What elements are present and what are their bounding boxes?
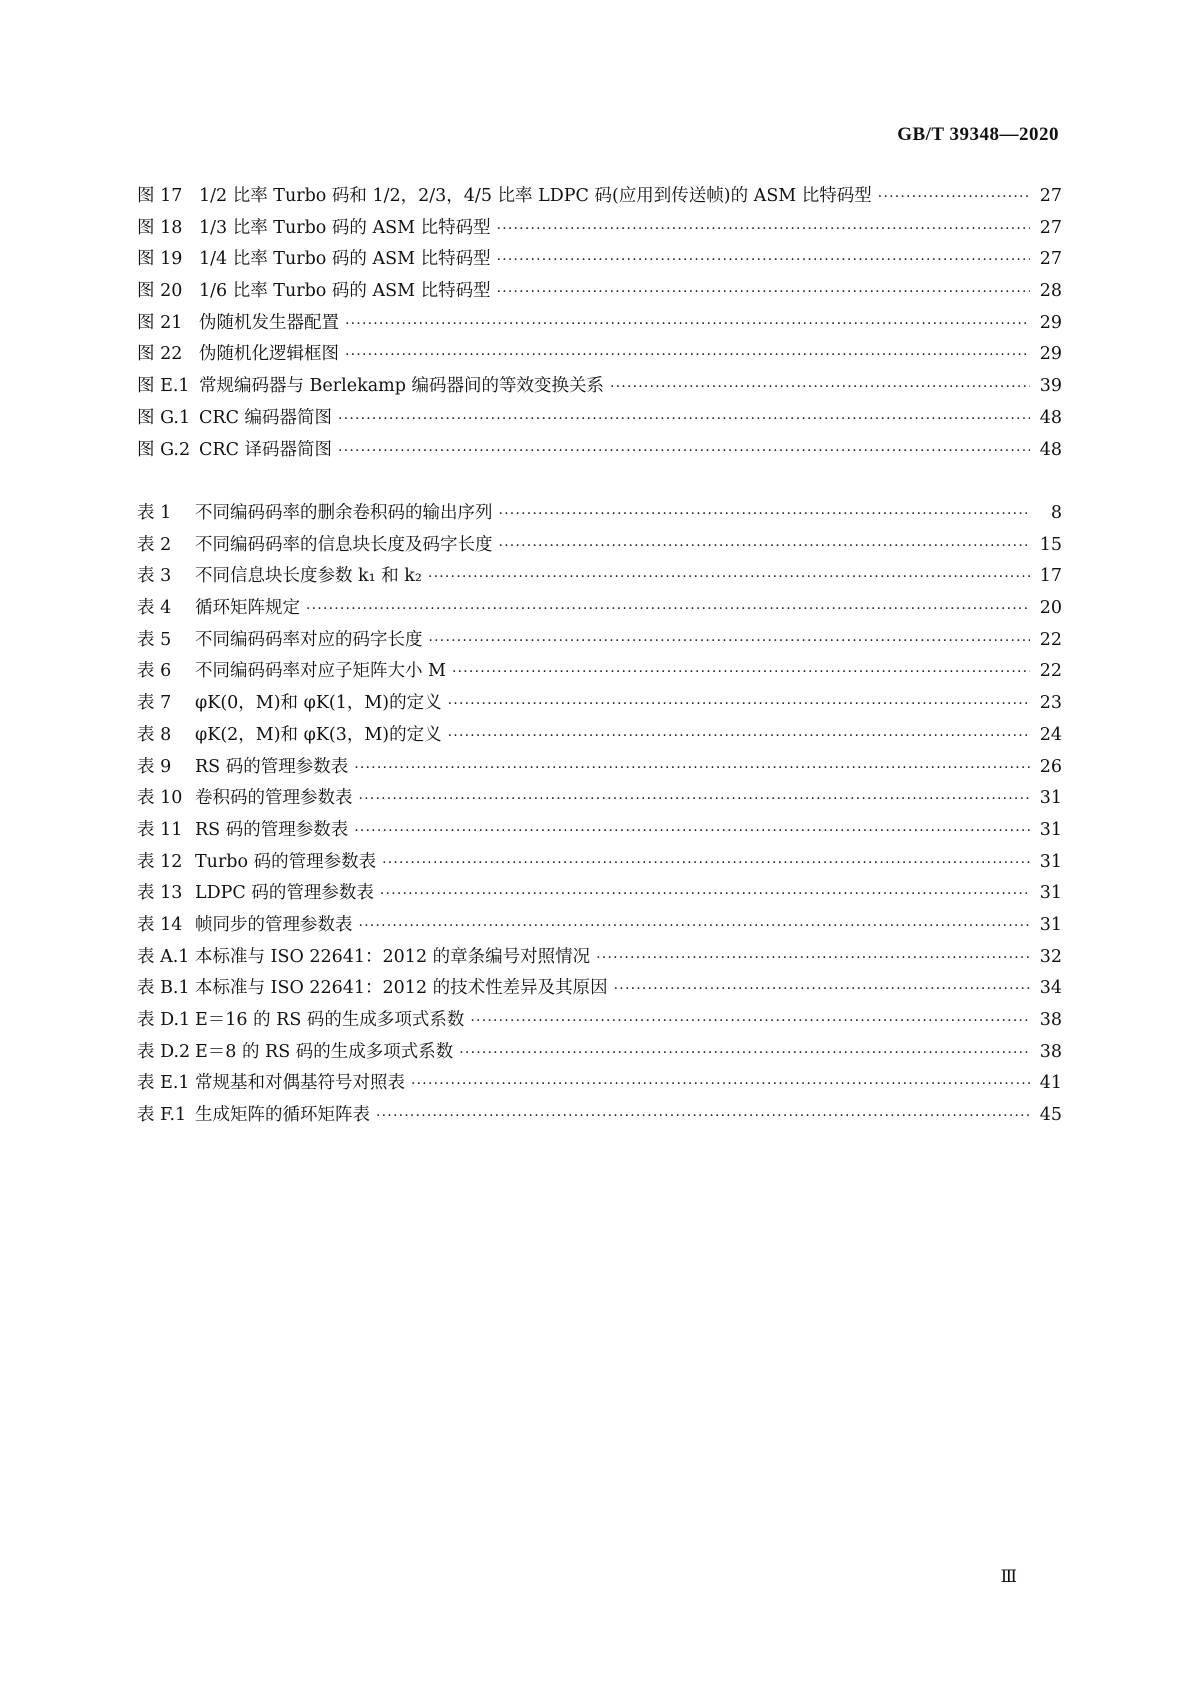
table-list xyxy=(137,498,1062,1132)
entry-number: 图 20 xyxy=(137,281,183,302)
entry-number: 图 17 xyxy=(137,186,183,206)
dot-leader xyxy=(878,182,1030,214)
entry-page: 23 xyxy=(1039,693,1062,714)
entry-page: 31 xyxy=(1039,819,1062,840)
entry-title: 不同编码码率对应子矩阵大小 M xyxy=(195,661,446,682)
toc-entry-figure-19[interactable] xyxy=(137,244,1062,276)
entry-title: RS 码的管理参数表 xyxy=(195,756,349,777)
dot-leader xyxy=(338,404,1030,436)
entry-number: 表 9 xyxy=(137,756,172,777)
entry-page: 22 xyxy=(1039,629,1062,650)
entry-page: 31 xyxy=(1039,851,1062,872)
entry-title: LDPC 码的管理参数表 xyxy=(195,883,374,904)
dot-leader xyxy=(614,974,1030,1006)
dot-leader xyxy=(411,1069,1030,1101)
toc-entry-table-f1[interactable] xyxy=(137,1100,1062,1132)
entry-title: 伪随机化逻辑框图 xyxy=(199,344,339,365)
entry-page: 15 xyxy=(1039,534,1062,555)
dot-leader xyxy=(448,721,1030,753)
dot-leader xyxy=(497,245,1030,277)
entry-title: 不同信息块长度参数 k₁ 和 k₂ xyxy=(195,566,422,587)
dot-leader xyxy=(452,657,1030,689)
entry-page: 17 xyxy=(1039,566,1062,587)
dot-leader xyxy=(610,372,1030,404)
entry-page: 31 xyxy=(1039,883,1062,904)
toc-entry-figure-21[interactable] xyxy=(137,308,1062,340)
toc-entry-table-7[interactable] xyxy=(137,688,1062,720)
entry-title: 卷积码的管理参数表 xyxy=(195,788,353,809)
dot-leader xyxy=(345,309,1030,341)
entry-number: 表 D.2 xyxy=(137,1041,191,1062)
toc-entry-table-e1[interactable] xyxy=(137,1068,1062,1100)
toc-entry-table-1[interactable] xyxy=(137,498,1062,530)
entry-title: E＝16 的 RS 码的生成多项式系数 xyxy=(195,1010,465,1030)
entry-number: 表 F.1 xyxy=(137,1105,187,1126)
entry-title: E＝8 的 RS 码的生成多项式系数 xyxy=(195,1041,454,1062)
entry-page: 31 xyxy=(1039,914,1062,935)
entry-number: 表 4 xyxy=(137,598,172,619)
entry-number: 表 7 xyxy=(137,693,172,714)
toc-entry-table-5[interactable] xyxy=(137,625,1062,657)
entry-page: 26 xyxy=(1039,756,1062,777)
toc-entry-table-a1[interactable] xyxy=(137,942,1062,974)
entry-page: 27 xyxy=(1039,217,1062,238)
toc-entry-figure-e1[interactable] xyxy=(137,371,1062,403)
standard-code: GB/T 39348—2020 xyxy=(897,124,1059,145)
dot-leader xyxy=(345,340,1030,372)
entry-number: 图 21 xyxy=(137,312,183,333)
dot-leader xyxy=(499,531,1030,563)
entry-number: 图 E.1 xyxy=(137,376,190,397)
entry-page: 38 xyxy=(1039,1041,1062,1062)
toc-entry-table-3[interactable] xyxy=(137,561,1062,593)
toc-entry-figure-17[interactable] xyxy=(137,181,1062,213)
entry-number: 表 1 xyxy=(137,503,172,523)
entry-number: 表 11 xyxy=(137,819,183,840)
entry-page: 20 xyxy=(1039,598,1062,619)
entry-page: 29 xyxy=(1039,344,1062,365)
entry-title: Turbo 码的管理参数表 xyxy=(195,851,377,872)
dot-leader xyxy=(497,277,1030,309)
page-number: Ⅲ xyxy=(1000,1567,1017,1586)
entry-page: 38 xyxy=(1039,1010,1062,1030)
entry-number: 表 B.1 xyxy=(137,978,190,999)
entry-page: 48 xyxy=(1039,407,1062,428)
dot-leader xyxy=(429,626,1030,658)
toc-entry-table-6[interactable] xyxy=(137,656,1062,688)
entry-page: 41 xyxy=(1039,1073,1062,1094)
entry-title: 本标准与 ISO 22641：2012 的章条编号对照情况 xyxy=(195,946,591,967)
dot-leader xyxy=(359,911,1030,943)
entry-number: 表 13 xyxy=(137,883,183,904)
toc-entry-table-8[interactable] xyxy=(137,720,1062,752)
entry-number: 表 3 xyxy=(137,566,172,587)
toc-entry-figure-18[interactable] xyxy=(137,213,1062,245)
entry-number: 图 G.2 xyxy=(137,439,191,460)
entry-number: 表 D.1 xyxy=(137,1010,191,1030)
entry-title: 不同编码码率的信息块长度及码字长度 xyxy=(195,534,493,555)
entry-title: 生成矩阵的循环矩阵表 xyxy=(195,1105,370,1126)
entry-page: 28 xyxy=(1039,281,1062,302)
entry-number: 图 22 xyxy=(137,344,183,365)
dot-leader xyxy=(380,879,1030,911)
entry-page: 48 xyxy=(1039,439,1062,460)
entry-number: 表 2 xyxy=(137,534,172,555)
entry-title: 1/6 比率 Turbo 码的 ASM 比特码型 xyxy=(199,281,491,302)
entry-number: 图 G.1 xyxy=(137,407,191,428)
toc-entry-table-d2[interactable] xyxy=(137,1037,1062,1069)
dot-leader xyxy=(354,753,1029,785)
dot-leader xyxy=(338,436,1030,468)
entry-number: 表 8 xyxy=(137,724,172,745)
toc-entry-figure-g2[interactable] xyxy=(137,435,1062,467)
entry-number: 表 6 xyxy=(137,661,172,682)
entry-page: 24 xyxy=(1039,724,1062,745)
dot-leader xyxy=(596,943,1030,975)
entry-page: 22 xyxy=(1039,661,1062,682)
toc-entry-table-10[interactable] xyxy=(137,783,1062,815)
figure-list xyxy=(137,181,1062,466)
entry-page: 45 xyxy=(1039,1105,1062,1126)
entry-number: 图 19 xyxy=(137,249,183,270)
toc-entry-table-2[interactable] xyxy=(137,530,1062,562)
toc-entry-table-b1[interactable] xyxy=(137,973,1062,1005)
entry-title: φK(0，M)和 φK(1，M)的定义 xyxy=(195,693,442,714)
toc-entry-figure-22[interactable] xyxy=(137,339,1062,371)
dot-leader xyxy=(359,784,1030,816)
entry-title: 本标准与 ISO 22641：2012 的技术性差异及其原因 xyxy=(195,978,608,999)
entry-page: 8 xyxy=(1050,503,1062,523)
entry-title: 不同编码码率的删余卷积码的输出序列 xyxy=(195,503,493,523)
entry-number: 表 14 xyxy=(137,914,183,935)
toc-entry-table-13[interactable] xyxy=(137,878,1062,910)
entry-title: CRC 编码器简图 xyxy=(199,407,333,428)
toc-entry-table-12[interactable] xyxy=(137,847,1062,879)
toc-entry-table-d1[interactable] xyxy=(137,1005,1062,1037)
dot-leader xyxy=(459,1038,1029,1070)
entry-page: 31 xyxy=(1039,788,1062,809)
entry-number: 表 5 xyxy=(137,629,172,650)
entry-title: 1/3 比率 Turbo 码的 ASM 比特码型 xyxy=(199,217,491,238)
toc-entry-table-14[interactable] xyxy=(137,910,1062,942)
entry-number: 图 18 xyxy=(137,217,183,238)
toc-entry-table-9[interactable] xyxy=(137,752,1062,784)
dot-leader xyxy=(499,499,1031,531)
dot-leader xyxy=(376,1101,1030,1133)
toc-entry-figure-20[interactable] xyxy=(137,276,1062,308)
entry-title: φK(2，M)和 φK(3，M)的定义 xyxy=(195,724,442,745)
entry-title: 常规编码器与 Berlekamp 编码器间的等效变换关系 xyxy=(199,376,604,397)
toc-entry-table-11[interactable] xyxy=(137,815,1062,847)
dot-leader xyxy=(448,689,1030,721)
dot-leader xyxy=(382,848,1030,880)
entry-page: 34 xyxy=(1039,978,1062,999)
entry-page: 29 xyxy=(1039,312,1062,333)
entry-title: 伪随机发生器配置 xyxy=(199,312,339,333)
toc-entry-figure-g1[interactable] xyxy=(137,403,1062,435)
entry-number: 表 12 xyxy=(137,851,183,872)
entry-title: CRC 译码器简图 xyxy=(199,439,333,460)
entry-page: 27 xyxy=(1039,249,1062,270)
entry-title: 帧同步的管理参数表 xyxy=(195,914,353,935)
entry-title: 循环矩阵规定 xyxy=(195,598,300,619)
entry-title: 不同编码码率对应的码字长度 xyxy=(195,629,423,650)
entry-page: 27 xyxy=(1039,186,1062,206)
entry-title: 1/4 比率 Turbo 码的 ASM 比特码型 xyxy=(199,249,491,270)
entry-page: 39 xyxy=(1039,376,1062,397)
dot-leader xyxy=(497,214,1030,246)
entry-title: 常规基和对偶基符号对照表 xyxy=(195,1073,405,1094)
toc-entry-table-4[interactable] xyxy=(137,593,1062,625)
entry-title: RS 码的管理参数表 xyxy=(195,819,349,840)
dot-leader xyxy=(428,562,1030,594)
entry-number: 表 E.1 xyxy=(137,1073,190,1094)
entry-title: 1/2 比率 Turbo 码和 1/2，2/3，4/5 比率 LDPC 码(应用到传送帧)的 ASM 比特码型 xyxy=(199,186,872,206)
entry-page: 32 xyxy=(1039,946,1062,967)
entry-number: 表 10 xyxy=(137,788,183,809)
entry-number: 表 A.1 xyxy=(137,946,190,967)
dot-leader xyxy=(470,1006,1029,1038)
dot-leader xyxy=(306,594,1030,626)
dot-leader xyxy=(354,816,1029,848)
